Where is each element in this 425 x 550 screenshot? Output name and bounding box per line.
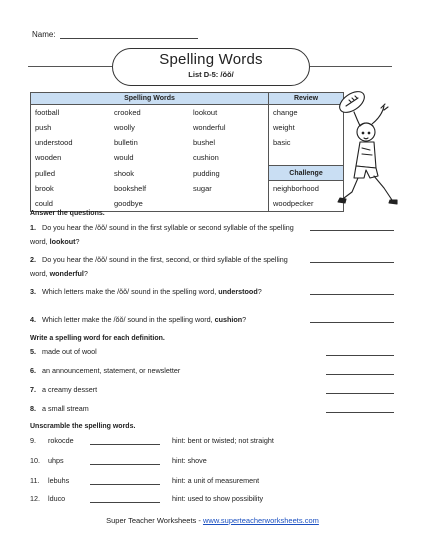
section-heading-questions: Answer the questions. bbox=[30, 210, 105, 217]
footer-text: Super Teacher Worksheets - bbox=[106, 516, 203, 525]
unscramble-line-11[interactable] bbox=[90, 484, 160, 485]
word-cell: would bbox=[114, 153, 134, 163]
scrambled-word: lduco bbox=[48, 494, 66, 503]
question-number: 3. bbox=[30, 287, 36, 296]
definition-7 bbox=[30, 383, 300, 397]
scrambled-word: rokocde bbox=[48, 436, 74, 445]
word-cell: football bbox=[31, 105, 111, 121]
list-subtitle: List D-5: /ŏŏ/ bbox=[188, 70, 234, 79]
question-keyword: lookout bbox=[49, 237, 76, 246]
scramble-hint: hint: bent or twisted; not straight bbox=[172, 436, 274, 445]
section-heading-definitions: Write a spelling word for each definition. bbox=[30, 335, 165, 342]
word-cell: wooden bbox=[31, 150, 111, 166]
scramble-number: 9. bbox=[30, 436, 36, 445]
word-cell: crooked bbox=[114, 108, 141, 117]
challenge-word: woodpecker bbox=[269, 196, 344, 212]
definition-6 bbox=[30, 364, 300, 378]
word-cell: bulletin bbox=[114, 138, 138, 147]
word-cell: sugar bbox=[189, 181, 269, 197]
scramble-hint: hint: shove bbox=[172, 456, 207, 465]
unscramble-line-10[interactable] bbox=[90, 464, 160, 465]
word-cell: shook bbox=[114, 168, 135, 178]
review-word: weight bbox=[269, 120, 344, 135]
word-cell: bookshelf bbox=[114, 183, 147, 193]
answer-line-6[interactable] bbox=[326, 374, 394, 375]
answer-line-8[interactable] bbox=[326, 412, 394, 413]
answer-line-5[interactable] bbox=[326, 355, 394, 356]
question-keyword: wonderful bbox=[49, 269, 84, 278]
word-cell: cushion bbox=[189, 150, 269, 166]
word-cell: wonderful bbox=[189, 120, 269, 135]
question-text: Which letter make the /ŏŏ/ sound in the spelling word, bbox=[42, 315, 215, 324]
definition-8 bbox=[30, 402, 300, 416]
football-player-illustration bbox=[326, 88, 406, 210]
name-label: Name: bbox=[32, 30, 56, 39]
question-number: 1. bbox=[30, 223, 36, 232]
question-4 bbox=[30, 313, 320, 327]
word-cell: pudding bbox=[189, 166, 269, 181]
question-number: 8. bbox=[30, 404, 36, 413]
scramble-number: 10. bbox=[30, 456, 40, 465]
word-cell: goodbye bbox=[110, 196, 189, 212]
word-cell: brook bbox=[31, 181, 111, 197]
question-number: 4. bbox=[30, 315, 36, 324]
question-end: ? bbox=[75, 237, 80, 246]
spelling-words-header: Spelling Words bbox=[31, 93, 269, 105]
definition-text: a creamy dessert bbox=[42, 385, 98, 394]
unscramble-line-12[interactable] bbox=[90, 502, 160, 503]
question-text: Do you hear the /ŏŏ/ sound in the first, second, or third syllable of the spelling word, bbox=[30, 255, 288, 278]
answer-line-2[interactable] bbox=[310, 262, 394, 263]
footer-link[interactable]: www.superteacherworksheets.com bbox=[202, 516, 319, 525]
title-rule-left bbox=[28, 66, 112, 67]
question-2 bbox=[30, 253, 300, 281]
question-3 bbox=[30, 285, 320, 299]
question-number: 7. bbox=[30, 385, 36, 394]
question-number: 2. bbox=[30, 255, 36, 264]
unscramble-line-9[interactable] bbox=[90, 444, 160, 445]
challenge-word: neighborhood bbox=[269, 181, 344, 197]
question-number: 5. bbox=[30, 347, 36, 356]
definition-text: a small stream bbox=[42, 404, 89, 413]
challenge-header: Challenge bbox=[269, 166, 344, 181]
word-cell: bushel bbox=[189, 135, 269, 150]
spelling-word-table bbox=[30, 92, 344, 212]
word-cell: pulled bbox=[31, 166, 111, 181]
question-end: ? bbox=[242, 315, 247, 324]
question-end: ? bbox=[83, 269, 88, 278]
word-cell bbox=[189, 196, 269, 212]
review-word: change bbox=[269, 105, 344, 121]
name-field[interactable] bbox=[60, 38, 198, 39]
question-number: 6. bbox=[30, 366, 36, 375]
review-header: Review bbox=[269, 93, 344, 105]
answer-line-4[interactable] bbox=[310, 322, 394, 323]
scramble-hint: hint: a unit of measurement bbox=[172, 476, 260, 485]
scramble-number: 12. bbox=[30, 494, 40, 503]
footer bbox=[0, 516, 425, 525]
question-keyword: understood bbox=[218, 287, 258, 296]
answer-line-7[interactable] bbox=[326, 393, 394, 394]
title-rule-right bbox=[310, 66, 392, 67]
question-text: Which letters make the /ŏŏ/ sound in the spelling word, bbox=[42, 287, 219, 296]
question-text: Do you hear the /ŏŏ/ sound in the first syllable or second syllable of the spelling word, bbox=[30, 223, 294, 246]
definition-text: an announcement, statement, or newsletter bbox=[42, 366, 181, 375]
word-cell: push bbox=[31, 120, 111, 135]
definition-5 bbox=[30, 345, 300, 359]
question-1 bbox=[30, 221, 300, 249]
question-keyword: cushion bbox=[214, 315, 243, 324]
scramble-hint: hint: used to show possibility bbox=[172, 494, 264, 503]
scrambled-word: uhps bbox=[48, 456, 64, 465]
page-title: Spelling Words bbox=[159, 51, 263, 68]
scrambled-word: lebuhs bbox=[48, 476, 70, 485]
word-cell: could bbox=[31, 196, 111, 212]
definition-text: made out of wool bbox=[42, 347, 97, 356]
section-heading-unscramble: Unscramble the spelling words. bbox=[30, 423, 136, 430]
answer-line-3[interactable] bbox=[310, 294, 394, 295]
word-cell: lookout bbox=[189, 105, 269, 121]
answer-line-1[interactable] bbox=[310, 230, 394, 231]
scramble-number: 11. bbox=[30, 476, 40, 485]
question-end: ? bbox=[257, 287, 262, 296]
word-cell: understood bbox=[31, 135, 111, 150]
review-word: basic bbox=[269, 135, 344, 150]
word-cell: woolly bbox=[114, 123, 135, 132]
